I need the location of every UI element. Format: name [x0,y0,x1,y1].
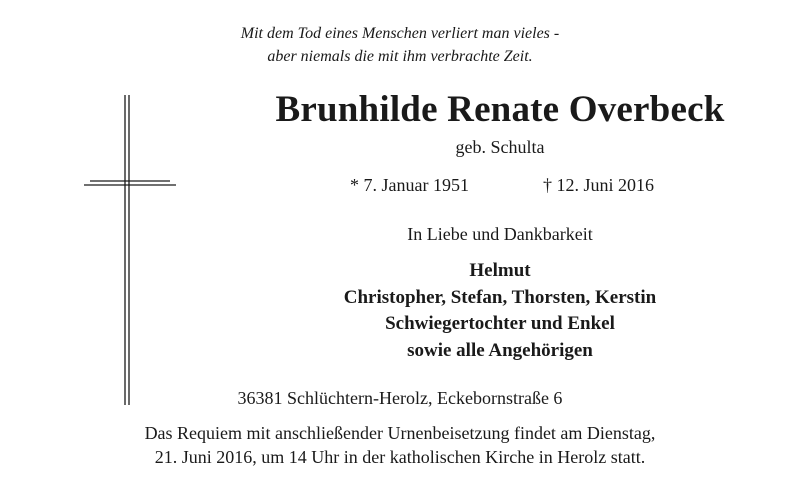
mourner-line: Helmut [469,260,531,281]
mourner-line: sowie alle Angehörigen [407,339,593,361]
mourners-list [200,258,800,364]
cross-icon [84,95,176,405]
quote-line-2: aber niemals die mit ihm verbrachte Zeit. [267,48,533,65]
deceased-name: Brunhilde Renate Overbeck [275,89,725,130]
notice-line-1: Das Requiem mit anschließender Urnenbeisetzung findet am Dienstag, [144,423,656,443]
family-address: 36381 Schlüchtern-Herolz, Eckebornstraße 6 [237,388,563,408]
dedication-line: In Liebe und Dankbarkeit [407,224,593,244]
mourner-line: Christopher, Stefan, Thorsten, Kerstin [343,286,657,308]
death-date: † 12. Juni 2016 [543,175,655,195]
mourner-line: Schwiegertochter und Enkel [385,313,615,334]
birth-date: * 7. Januar 1951 [350,175,469,195]
memorial-quote [0,22,800,68]
notice-line-2: 21. Juni 2016, um 14 Uhr in der katholischen Kirche in Herolz statt. [154,447,646,467]
funeral-notice [0,421,800,469]
birth-name: geb. Schulta [455,137,545,157]
quote-line-1: Mit dem Tod eines Menschen verliert man vieles - [240,25,560,42]
